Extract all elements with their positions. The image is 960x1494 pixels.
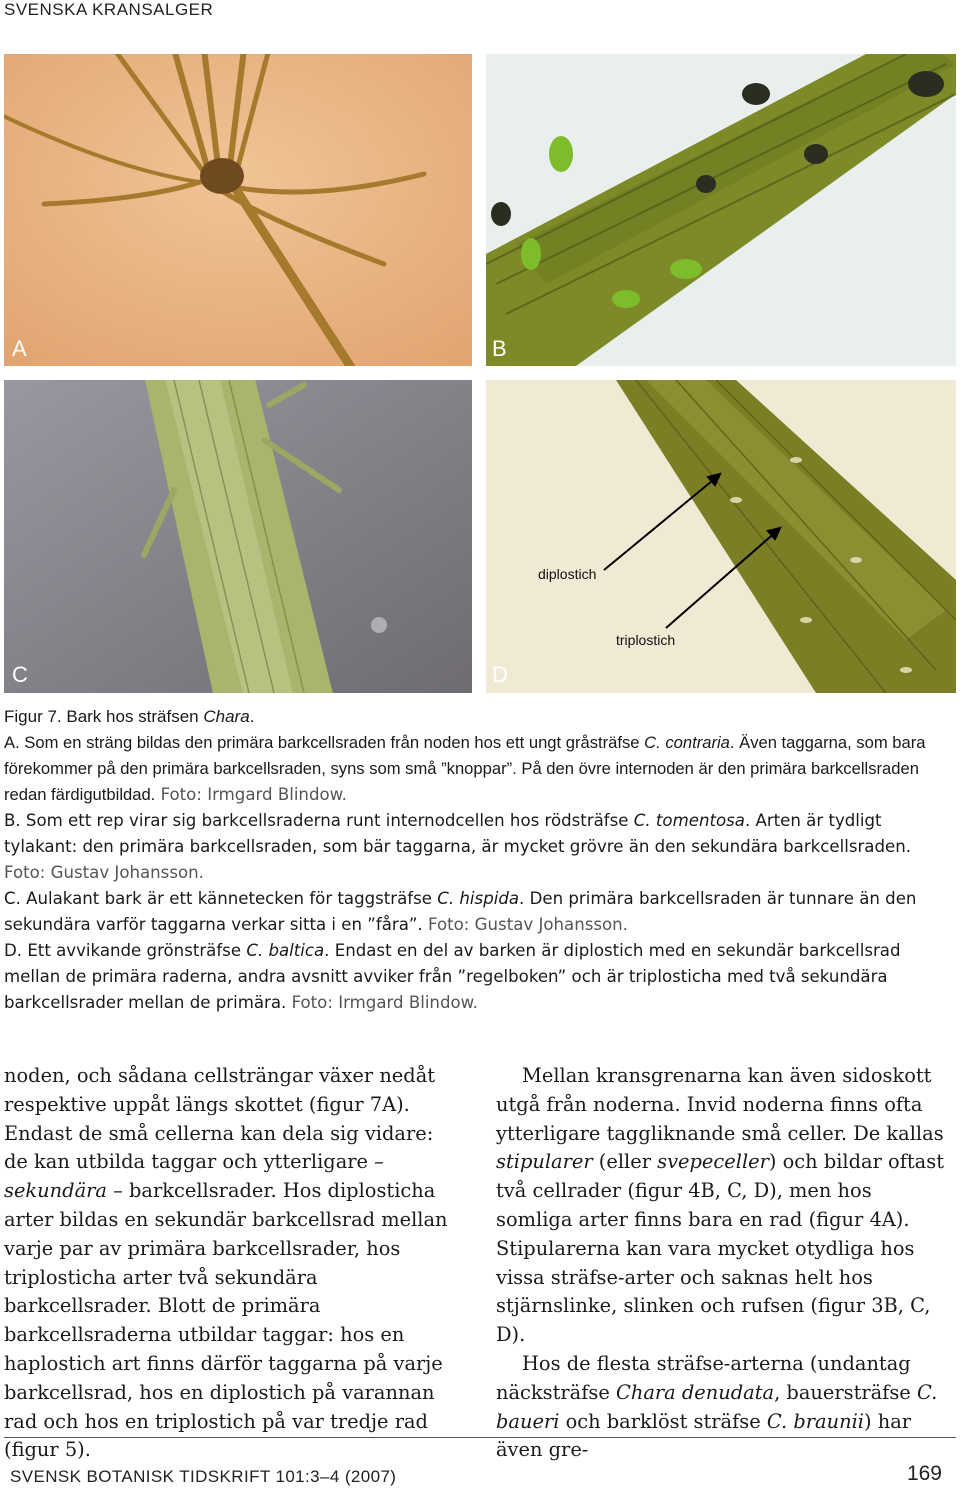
journal-footer: SVENSK BOTANISK TIDSKRIFT 101:3–4 (2007): [10, 1467, 397, 1486]
running-header: SVENSKA KRANSALGER: [4, 0, 214, 19]
page-number: 169: [906, 1462, 942, 1485]
annotation-diplostich: diplostich: [538, 566, 597, 582]
panel-label-c: C: [12, 662, 28, 687]
panel-label-b: B: [492, 336, 507, 361]
photo-a: [4, 54, 472, 366]
body-column-right: [496, 1062, 954, 1465]
caption-d: D. Ett avvikande grönsträfse C. baltica. Endast en del av barken är diplostich med en sekundär barkcellsrad mellan de primära raderna, andra avsnitt avviker från ”regelboken” och är triplosticha med två sekundära barkcellsrader mellan de primära. Foto: Irmgard Blindow.: [4, 941, 901, 1012]
figure-panel-b: [486, 54, 956, 366]
caption-c: C. Aulakant bark är ett kännetecken för taggsträfse C. hispida. Den primära barkcellsraden är tunnare än den sekundära varför taggarna verkar sitta i en ”fåra”. Foto: Gustav Johansson.: [4, 889, 917, 934]
annotation-triplostich: triplostich: [616, 632, 676, 648]
figure-panel-c: [4, 380, 472, 693]
panel-label-a: A: [12, 336, 27, 361]
caption-a: A. Som en sträng bildas den primära barkcellsraden från noden hos ett ungt gråsträfse C. contraria. Även taggarna, som bara förekommer på den primära barkcellsraden, syns som små ”knoppar”. På den övre internoden är den primära barkcellsraden redan färdigutbildad. Foto: Irmgard Blindow.: [4, 733, 926, 804]
figure-caption: [4, 704, 956, 1016]
caption-title: Figur 7. Bark hos sträfsen Chara.: [4, 707, 255, 726]
photo-c: [4, 380, 472, 693]
figure-panel-d: [486, 380, 956, 693]
photo-b: [486, 54, 956, 366]
body-paragraph: noden, och sådana cellsträngar växer nedåt respektive uppåt längs skottet (figur 7A). Endast de små cellerna kan dela sig vidare: de kan utbilda taggar och ytterligare – sekundära – barkcellsrader. Hos diplosticha arter bildas en sekundär barkcellsrad mellan varje par av primära barkcellsrader, hos triplosticha arter två sekundära barkcellsrader. Blott de primära barkcellsraderna utbildar taggar: hos en haplostich art finns därför taggarna på varje barkcellsrad, hos en diplostich på varannan rad och hos en triplostich på var tredje rad (figur 5).: [4, 1064, 448, 1462]
body-column-left: [4, 1062, 462, 1465]
panel-label-d: D: [492, 662, 508, 687]
body-paragraph: Hos de flesta sträfse-arterna (undantag näcksträfse Chara denudata, bauersträfse C. baueri och barklöst sträfse C. braunii) har även gre-: [496, 1351, 938, 1462]
photo-d: [486, 380, 956, 693]
footer-divider: [4, 1437, 956, 1438]
caption-b: B. Som ett rep virar sig barkcellsraderna runt internodcellen hos rödsträfse C. tomentosa. Arten är tydligt tylakant: den primära barkcellsraden, som bär taggarna, är mycket grövre än den sekundära barkcellsraden. Foto: Gustav Johansson.: [4, 811, 912, 882]
figure-panel-a: [4, 54, 472, 366]
body-paragraph: Mellan kransgrenarna kan även sidoskott utgå från noderna. Invid noderna finns ofta ytterligare taggliknande små celler. De kallas stipularer (eller svepeceller) och bildar oftast två cellrader (figur 4B, C, D), men hos somliga arter finns bara en rad (figur 4A). Stipularerna kan vara mycket otydliga hos vissa sträfse-arter och saknas helt hos stjärnslinke, slinken och rufsen (figur 3B, C, D).: [496, 1064, 944, 1347]
